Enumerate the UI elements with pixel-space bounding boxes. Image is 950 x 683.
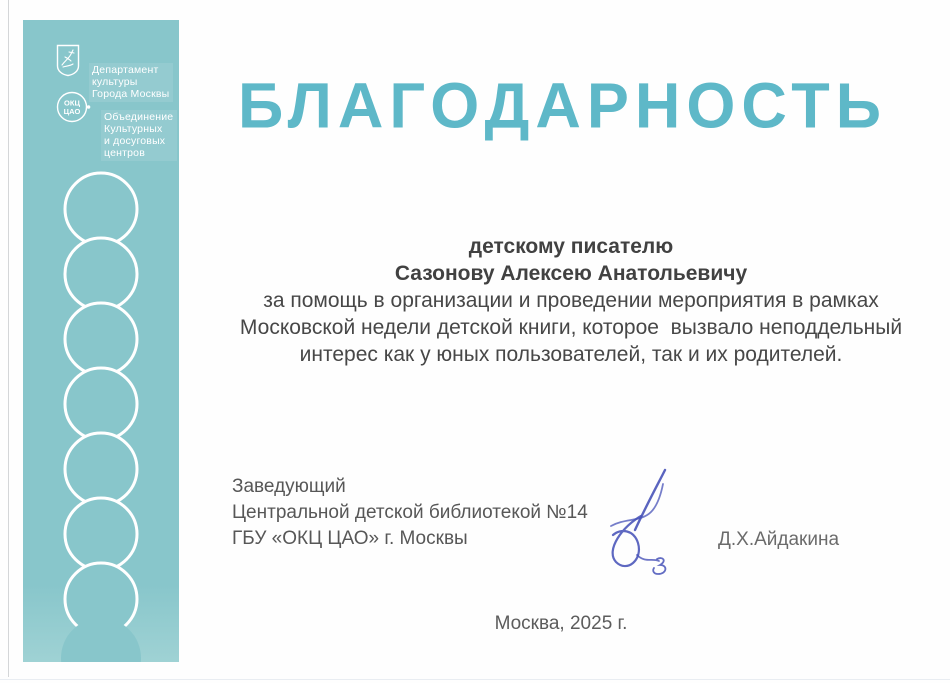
association-logo-label: [101, 110, 177, 161]
association-logo-line: Культурных: [104, 123, 163, 135]
svg-text:ЦАО: ЦАО: [63, 107, 81, 116]
department-logo-line: культуры: [92, 76, 138, 88]
signatory-position: [232, 474, 588, 552]
footer-city-year: Москва, 2025 г.: [494, 613, 628, 634]
recipient-role: детскому писателю: [468, 235, 674, 258]
signatory-position-line: Заведующий: [232, 476, 346, 497]
sidebar: [23, 20, 179, 662]
body-line: за помощь в организации и проведении мероприятия в рамках: [263, 289, 879, 312]
svg-text:ОКЦ: ОКЦ: [64, 98, 80, 108]
department-logo-line: Города Москвы: [92, 88, 170, 100]
certificate-body: [212, 233, 930, 368]
department-logo-line: Департамент: [92, 64, 159, 76]
certificate-title: БЛАГОДАРНОСТЬ: [237, 70, 888, 142]
body-line: интерес как у юных пользователей, так и их родителей.: [299, 343, 843, 366]
association-logo-line: центров: [104, 147, 146, 159]
okc-cao-circle-icon: [56, 90, 92, 124]
signatory-position-line: Центральной детской библиотекой №14: [232, 502, 588, 523]
handwritten-signature-icon: [583, 462, 683, 580]
signatory-name: Д.Х.Айдакина: [718, 529, 840, 550]
body-line: Московской недели детской книги, которое вызвало неподдельный: [239, 316, 903, 339]
recipient-name: Сазонову Алексею Анатольевичу: [394, 262, 748, 285]
signatory-position-line: ГБУ «ОКЦ ЦАО» г. Москвы: [232, 528, 468, 549]
association-logo-line: Объединение: [104, 111, 174, 123]
moscow-coat-of-arms-icon: [56, 44, 80, 77]
paper-edge-left: [8, 0, 9, 677]
association-logo: [56, 90, 177, 161]
paper-edge-bottom: [0, 679, 950, 680]
association-logo-line: и досуговых: [104, 135, 166, 147]
